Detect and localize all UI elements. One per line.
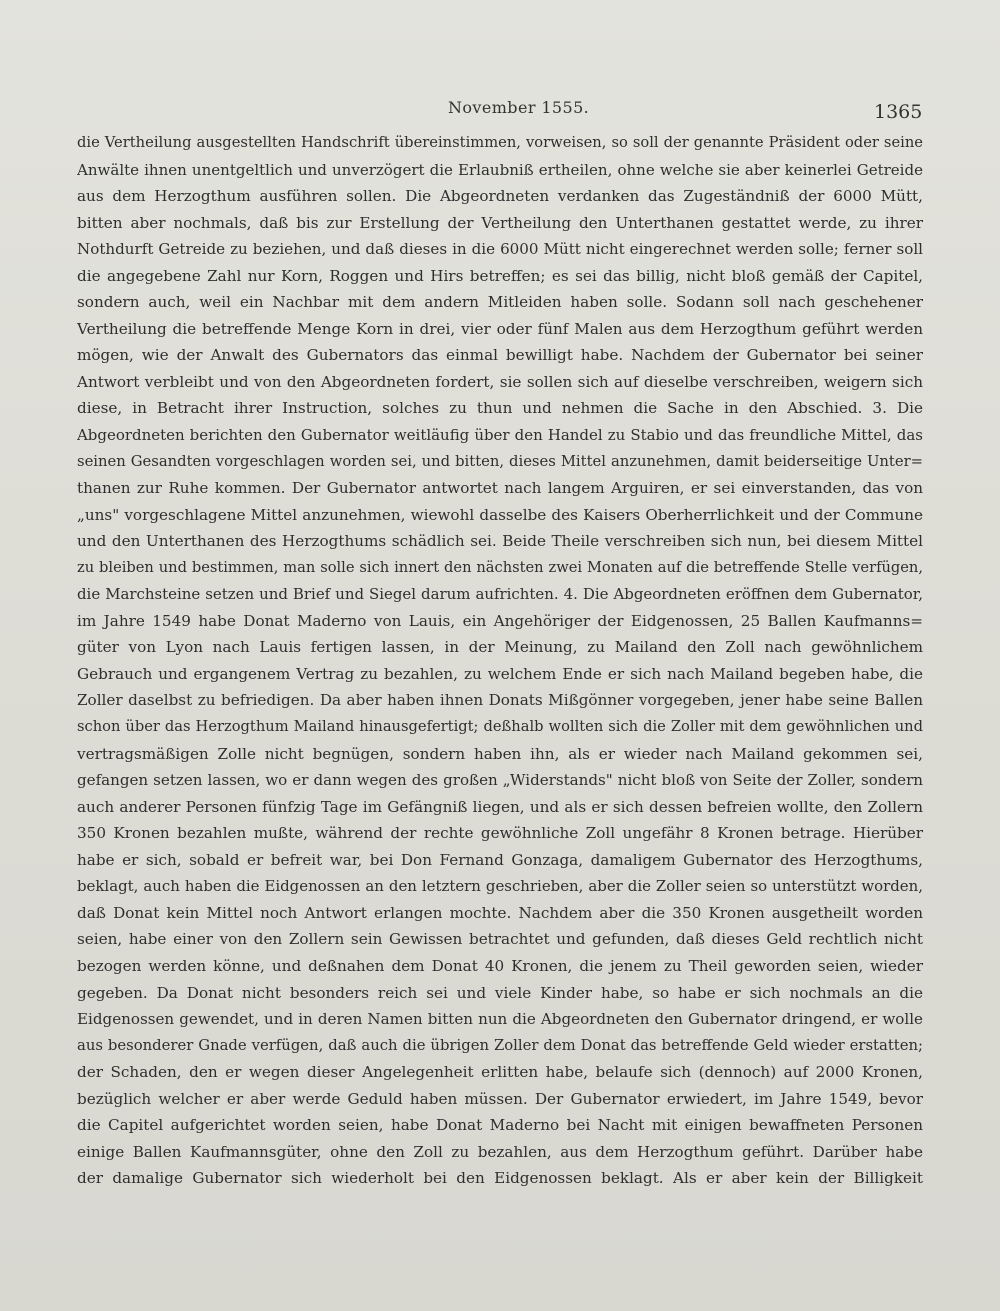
text-line: die Capitel aufgerichtet worden seien, habe Donat Maderno bei Nacht mit einigen bewaffneten Personen [77,1116,923,1135]
text-line: bezogen werden könne, und deßnahen dem Donat 40 Kronen, die jenem zu Theil geworden seien, wieder [77,956,923,975]
body-text [77,130,923,1192]
text-line: Abgeordneten berichten den Gubernator weitläufig über den Handel zu Stabio und das freundliche Mittel, das [77,426,923,445]
text-line: und den Unterthanen des Herzogthums schädlich sei. Beide Theile verschreiben sich nun, bei diesem Mittel [77,532,923,551]
text-line: Vertheilung die betreffende Menge Korn in drei, vier oder fünf Malen aus dem Herzogthum geführt werden [77,319,923,338]
text-line: daß Donat kein Mittel noch Antwort erlangen mochte. Nachdem aber die 350 Kronen ausgetheilt worden [77,903,923,922]
text-line: der damalige Gubernator sich wiederholt bei den Eidgenossen beklagt. Als er aber kein der Billigkeit [77,1169,923,1188]
text-line: gefangen setzen lassen, wo er dann wegen des großen „Widerstands" nicht bloß von Seite der Zoller, sondern [77,771,923,790]
text-line: diese, in Betracht ihrer Instruction, solches zu thun und nehmen die Sache in den Abschied. 3. Die [77,399,923,418]
text-line: auch anderer Personen fünfzig Tage im Gefängniß liegen, und als er sich dessen befreien wollte, den Zollern [77,797,923,816]
text-line: schon über das Herzogthum Mailand hinausgefertigt; deßhalb wollten sich die Zoller mit dem gewöhnlichen und [77,718,923,736]
text-line: im Jahre 1549 habe Donat Maderno von Lauis, ein Angehöriger der Eidgenossen, 25 Ballen Kaufmanns= [77,611,923,630]
text-line: bezüglich welcher er aber werde Geduld haben müssen. Der Gubernator erwiedert, im Jahre 1549, bevor [77,1089,923,1108]
text-line: bitten aber nochmals, daß bis zur Erstellung der Vertheilung den Unterthanen gestattet werde, zu ihrer [77,213,923,232]
text-line: sondern auch, weil ein Nachbar mit dem andern Mitleiden haben solle. Sodann soll nach geschehener [77,293,923,312]
text-line: zu bleiben und bestimmen, man solle sich innert den nächsten zwei Monaten auf die betreffende Stelle verfügen, [77,558,923,576]
running-head: November 1555. [448,98,590,117]
text-line: aus dem Herzogthum ausführen sollen. Die Abgeordneten verdanken das Zugeständniß der 6000 Mütt, [77,187,923,206]
text-line: mögen, wie der Anwalt des Gubernators das einmal bewilligt habe. Nachdem der Gubernator bei seiner [77,346,923,365]
text-line: thanen zur Ruhe kommen. Der Gubernator antwortet nach langem Arguiren, er sei einverstanden, das von [77,479,923,498]
text-line: Nothdurft Getreide zu beziehen, und daß dieses in die 6000 Mütt nicht eingerechnet werden solle; ferner soll [77,240,923,259]
text-line: Zoller daselbst zu befriedigen. Da aber haben ihnen Donats Mißgönner vorgegeben, jener habe seine Ballen [77,691,923,710]
text-line: beklagt, auch haben die Eidgenossen an den letztern geschrieben, aber die Zoller seien so unterstützt worden, [77,877,923,896]
text-line: 350 Kronen bezahlen mußte, während der rechte gewöhnliche Zoll ungefähr 8 Kronen betrage. Hierüber [77,824,923,843]
text-line: Gebrauch und ergangenem Vertrag zu bezahlen, zu welchem Ende er sich nach Mailand begeben habe, die [77,664,923,683]
page-number: 1365 [874,101,923,123]
text-line: gegeben. Da Donat nicht besonders reich sei und viele Kinder habe, so habe er sich nochmals an die [77,983,923,1002]
text-line: die Vertheilung ausgestellten Handschrift übereinstimmen, vorweisen, so soll der genannte Präsident oder seine [77,134,923,151]
text-line: seien, habe einer von den Zollern sein Gewissen betrachtet und gefunden, daß dieses Geld rechtlich nicht [77,930,923,949]
text-line: einige Ballen Kaufmannsgüter, ohne den Zoll zu bezahlen, aus dem Herzogthum geführt. Darüber habe [77,1142,923,1161]
text-line: güter von Lyon nach Lauis fertigen lassen, in der Meinung, zu Mailand den Zoll nach gewöhnlichem [77,638,923,657]
text-line: „uns" vorgeschlagene Mittel anzunehmen, wiewohl dasselbe des Kaisers Oberherrlichkeit und der Commune [77,505,923,524]
text-line: Eidgenossen gewendet, und in deren Namen bitten nun die Abgeordneten den Gubernator dringend, er wolle [77,1010,923,1029]
text-line: habe er sich, sobald er befreit war, bei Don Fernand Gonzaga, damaligem Gubernator des Herzogthums, [77,850,923,869]
text-line: der Schaden, den er wegen dieser Angelegenheit erlitten habe, belaufe sich (dennoch) auf 2000 Kronen, [77,1063,923,1082]
text-line: seinen Gesandten vorgeschlagen worden sei, und bitten, dieses Mittel anzunehmen, damit beiderseitige Unter= [77,452,923,470]
text-line: die Marchsteine setzen und Brief und Siegel darum aufrichten. 4. Die Abgeordneten eröffnen dem Gubernator, [77,585,923,604]
text-line: aus besonderer Gnade verfügen, daß auch die übrigen Zoller dem Donat das betreffende Geld wieder erstatten; [77,1036,923,1054]
text-line: Antwort verbleibt und von den Abgeordneten fordert, sie sollen sich auf dieselbe verschreiben, weigern sich [77,372,923,391]
text-line: die angegebene Zahl nur Korn, Roggen und Hirs betreffen; es sei das billig, nicht bloß gemäß der Capitel, [77,266,923,285]
text-line: vertragsmäßigen Zolle nicht begnügen, sondern haben ihn, als er wieder nach Mailand gekommen sei, [77,744,923,763]
text-line: Anwälte ihnen unentgeltlich und unverzögert die Erlaubniß ertheilen, ohne welche sie aber keinerlei Getreide [77,160,923,179]
